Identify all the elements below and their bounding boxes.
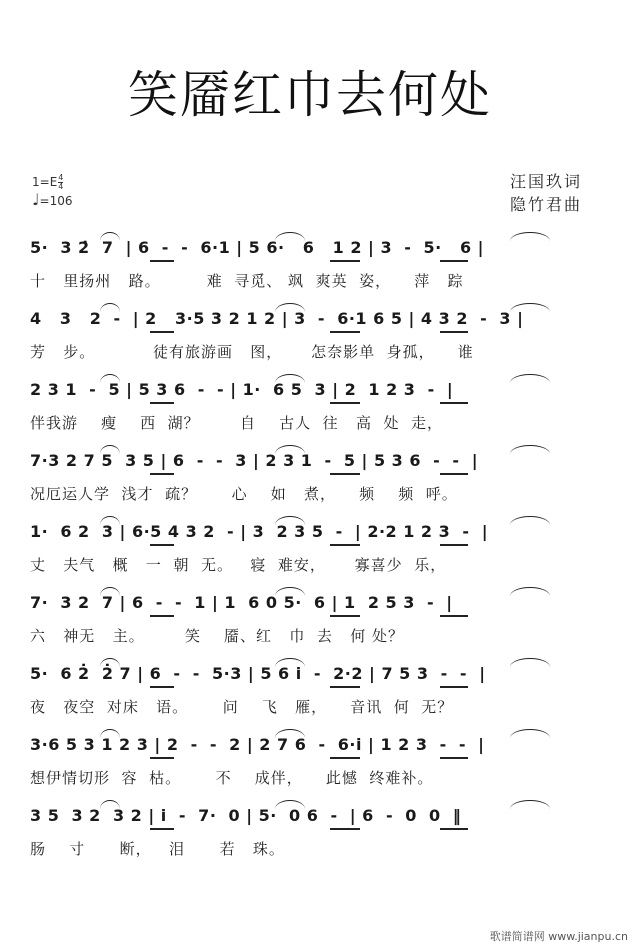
lyrics-line: 肠 寸 断， 泪 若 珠。 bbox=[30, 840, 285, 858]
slur-mark bbox=[510, 729, 550, 738]
time-signature bbox=[58, 174, 63, 191]
slur-mark bbox=[100, 445, 120, 454]
beam-underline bbox=[330, 615, 360, 617]
lyricist: 汪国玖词 bbox=[510, 172, 583, 191]
beam-underline bbox=[330, 544, 360, 546]
beam-underline bbox=[330, 260, 360, 262]
slur-mark bbox=[510, 445, 550, 454]
slur-mark bbox=[510, 232, 550, 241]
slur-mark bbox=[510, 658, 550, 667]
credits bbox=[510, 170, 582, 216]
lyrics-line: 十 里扬州 路。 难 寻觅、 飒 爽英 姿， 萍 踪 bbox=[30, 272, 464, 290]
beam-underline bbox=[330, 828, 360, 830]
notes-line: 5· 6 2̇ 2̇ 7 | 6 - - 5·3 | 5 6 i - 2·2 | 7 5 3 - - | bbox=[30, 664, 486, 683]
beam-underline bbox=[150, 473, 174, 475]
score-system bbox=[30, 380, 615, 444]
beam-underline bbox=[150, 757, 174, 759]
beam-underline bbox=[440, 686, 468, 688]
lyrics-line: 夜 夜空 对床 语。 问 飞 雁， 音讯 何 无？ bbox=[30, 698, 454, 716]
slur-mark bbox=[275, 374, 305, 383]
score-system bbox=[30, 522, 615, 586]
slur-mark bbox=[275, 729, 305, 738]
slur-mark bbox=[275, 800, 305, 809]
notes-line: 7· 3 2 7 | 6 - - 1 | 1 6 0 5· 6 | 1 2 5 3 - | bbox=[30, 593, 453, 612]
beam-underline bbox=[330, 757, 360, 759]
slur-mark bbox=[100, 516, 120, 525]
beam-underline bbox=[440, 260, 468, 262]
notes-line: 3·6 5 3 1 2 3 | 2 - - 2 | 2 7 6 - 6·i | 1 2 3 - - | bbox=[30, 735, 485, 754]
score-system bbox=[30, 451, 615, 515]
lyrics-line: 想伊情切形 容 枯。 不 成伴， 此憾 终难补。 bbox=[30, 769, 434, 787]
beam-underline bbox=[440, 544, 468, 546]
beam-underline bbox=[440, 615, 468, 617]
slur-mark bbox=[100, 303, 120, 312]
slur-mark bbox=[510, 374, 550, 383]
tempo-marking bbox=[32, 191, 73, 210]
slur-mark bbox=[510, 516, 550, 525]
score-system bbox=[30, 664, 615, 728]
beam-underline bbox=[440, 473, 468, 475]
score-system bbox=[30, 309, 615, 373]
beam-underline bbox=[330, 402, 360, 404]
slur-mark bbox=[100, 800, 120, 809]
beam-underline bbox=[150, 544, 174, 546]
beam-underline bbox=[330, 686, 360, 688]
beam-underline bbox=[150, 260, 174, 262]
slur-mark bbox=[275, 587, 305, 596]
beam-underline bbox=[150, 615, 174, 617]
beam-underline bbox=[440, 757, 468, 759]
notes-line: 5· 3 2̇ 7 | 6 - - 6·1 | 5 6· 6 1 2 | 3 - 5· 6 | bbox=[30, 238, 484, 257]
beam-underline bbox=[440, 828, 468, 830]
slur-mark bbox=[275, 232, 305, 241]
lyrics-line: 况厄运人学 浅才 疏？ 心 如 煮， 频 频 呼。 bbox=[30, 485, 458, 503]
key-signature bbox=[32, 174, 73, 191]
beam-underline bbox=[330, 331, 360, 333]
composer: 隐竹君曲 bbox=[510, 195, 583, 214]
slur-mark bbox=[100, 232, 120, 241]
time-top: 4 bbox=[58, 173, 64, 182]
beam-underline bbox=[440, 331, 468, 333]
slur-mark bbox=[100, 374, 120, 383]
slur-mark bbox=[510, 303, 550, 312]
time-bottom: 4 bbox=[58, 182, 64, 191]
score-system bbox=[30, 806, 615, 870]
slur-mark bbox=[275, 445, 305, 454]
lyrics-line: 芳 步。 徒有旅游画 图， 怎奈影单 身孤， 谁 bbox=[30, 343, 474, 361]
beam-underline bbox=[150, 331, 174, 333]
beam-underline bbox=[440, 402, 468, 404]
slur-mark bbox=[275, 516, 305, 525]
beam-underline bbox=[330, 473, 360, 475]
notes-line: 2 3 1 - 5 | 5 3 6 - - | 1· 6 5 3 | 2 1 2 3 - | bbox=[30, 380, 454, 399]
beam-underline bbox=[150, 402, 174, 404]
slur-mark bbox=[100, 658, 120, 667]
beam-underline bbox=[150, 828, 174, 830]
song-title: 笑靥红巾去何处 bbox=[128, 66, 492, 124]
slur-mark bbox=[275, 658, 305, 667]
slur-mark bbox=[100, 729, 120, 738]
notes-line: 4 3 2 - | 2 3·5 3 2 1 2 | 3 - 6·1 6 5 | 4 3 2 - 3 | bbox=[30, 309, 524, 328]
slur-mark bbox=[100, 587, 120, 596]
slur-mark bbox=[510, 800, 550, 809]
notes-line: 7·3 2 7 5 3 5 | 6 - - 3 | 2 3 1 - 5 | 5 3 6 - - | bbox=[30, 451, 479, 470]
notes-line: 3 5 3 2 3 2 | i - 7· 0 | 5· 0 6 - | 6 - 0 0 ‖ bbox=[30, 806, 462, 825]
slur-mark bbox=[510, 587, 550, 596]
key-label: 1=E bbox=[32, 175, 58, 189]
score-system bbox=[30, 735, 615, 799]
lyrics-line: 六 神无 主。 笑 靥、红 巾 去 何 处？ bbox=[30, 627, 404, 645]
tempo-value: =106 bbox=[39, 194, 73, 208]
lyrics-line: 伴我游 瘦 西 湖？ 自 古人 往 高 处 走， bbox=[30, 414, 444, 432]
slur-mark bbox=[275, 303, 305, 312]
lyrics-line: 丈 夫气 概 一 朝 无。 寝 难安， 寡喜少 乐， bbox=[30, 556, 447, 574]
notes-line: 1· 6 2 3 | 6·5 4 3 2 - | 3 2 3 5 - | 2·2 1 2 3 - | bbox=[30, 522, 489, 541]
key-tempo bbox=[32, 174, 73, 210]
beam-underline bbox=[150, 686, 174, 688]
quarter-note-icon: ♩ bbox=[32, 190, 40, 209]
watermark: 歌谱简谱网 www.jianpu.cn bbox=[489, 930, 628, 943]
score-system bbox=[30, 593, 615, 657]
score-system bbox=[30, 238, 615, 302]
